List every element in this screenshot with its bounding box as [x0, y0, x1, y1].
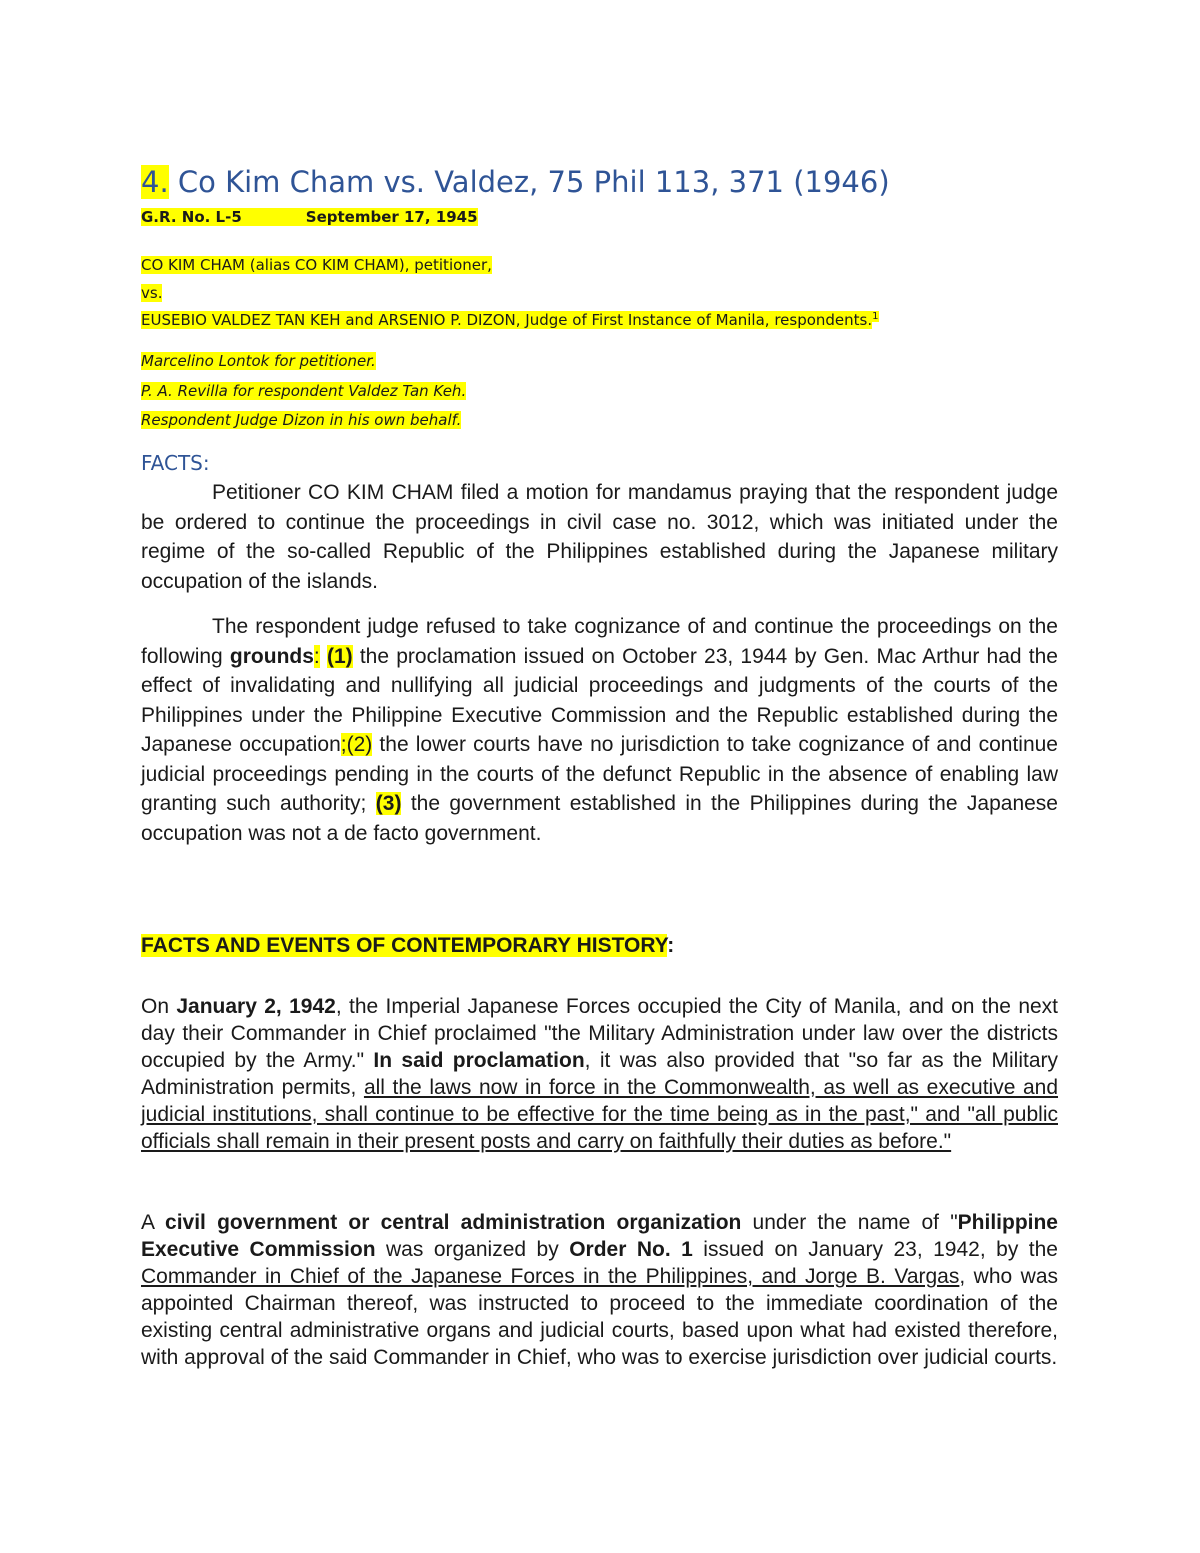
counsel-respondent-text: P. A. Revilla for respondent Valdez Tan Keh. [141, 382, 467, 400]
versus-line [141, 284, 162, 302]
history-heading-text: FACTS AND EVENTS OF CONTEMPORARY HISTORY [141, 934, 668, 957]
petitioner-line [141, 256, 492, 274]
h1-underlined-quote: all the laws now in force in the Commonwealth, as well as executive and judicial institutions, shall continue to be effective for the time being as in the past," and "all public officials shall remain in their present posts and carry on faithfully their duties as before." [141, 1076, 1059, 1153]
facts-heading: FACTS: [141, 451, 210, 475]
h2-pec: Philippine Executive Commission [141, 1211, 1058, 1261]
ground-1-text: the proclamation issued on October 23, 1944 by Gen. Mac Arthur had the effect of invalidating and nullifying all judicial proceedings and judgments of the courts of the Philippines under the Philippine Executive Commission and the Republic established during the Japanese occupation [141, 644, 1058, 756]
ground-2-marker: ;(2) [340, 733, 373, 756]
case-title-text: Co Kim Cham vs. Valdez, 75 Phil 113, 371 (1946) [168, 165, 890, 199]
gr-line [141, 208, 478, 226]
footnote-marker: 1 [872, 311, 879, 322]
gr-number: G.R. No. L-5 [141, 208, 242, 226]
h2-underlined-commander: Commander in Chief of the Japanese Forces in the Philippines, and Jorge B. Vargas [141, 1265, 960, 1288]
case-number: 4. [141, 165, 169, 199]
grounds-intro: The respondent judge refused to take cognizance of and continue the proceedings on the following [141, 615, 1058, 668]
ground-1-marker: (1) [326, 644, 353, 668]
counsel-petitioner [141, 352, 376, 370]
facts-paragraph-1: Petitioner CO KIM CHAM filed a motion for mandamus praying that the respondent judge be ordered to continue the proceedings in civil case no. 3012, which was initiated under the regime of the so-called Republic of the Philippines established during the Japanese military occupation of the islands. [141, 481, 1058, 593]
grounds-word: grounds [229, 644, 314, 668]
h1-said-proclamation: In said proclamation [373, 1049, 585, 1072]
history-heading-colon: : [667, 934, 675, 957]
h2-civil-government: civil government or central administration organization [165, 1211, 742, 1234]
versus-text: vs. [141, 284, 163, 302]
counsel-respondent [141, 382, 466, 400]
ground-3-marker: (3) [375, 792, 402, 815]
history-paragraph-2 [141, 1209, 1058, 1371]
history-heading [141, 934, 674, 958]
h2-text-2: was organized by [375, 1238, 570, 1261]
history-paragraph-1 [141, 993, 1058, 1155]
counsel-judge [141, 411, 461, 429]
facts-paragraph-2 [141, 612, 1058, 848]
h2-intro: A [141, 1211, 166, 1234]
ground-3-text: the government established in the Philippines during the Japanese occupation was not a de facto government. [141, 792, 1058, 845]
h1-intro: On [141, 995, 177, 1018]
h1-date: January 2, 1942 [176, 995, 336, 1018]
h1-text: , the Imperial Japanese Forces occupied the City of Manila, and on the next day their Commander in Chief proclaimed "the Military Administration under law over the districts occupied by the Army." [141, 995, 1059, 1072]
respondents-text: EUSEBIO VALDEZ TAN KEH and ARSENIO P. DIZON, Judge of First Instance of Manila, respondents. [141, 311, 873, 329]
counsel-petitioner-text: Marcelino Lontok for petitioner. [141, 352, 376, 370]
petitioner-text: CO KIM CHAM (alias CO KIM CHAM), petitioner, [141, 256, 492, 274]
h2-text-4: , who was appointed Chairman thereof, was instructed to proceed to the immediate coordination of the existing central administrative organs and judicial courts, based upon what had existed therefore, with approval of the said Commander in Chief, who was to exercise jurisdiction over judicial courts. [141, 1265, 1059, 1369]
gr-spacer [242, 208, 306, 226]
counsel-judge-text: Respondent Judge Dizon in his own behalf. [141, 411, 462, 429]
respondents-line [141, 311, 879, 329]
case-title [141, 165, 890, 199]
h2-text-3: issued on January 23, 1942, by the [692, 1238, 1058, 1261]
grounds-colon: : [313, 644, 320, 668]
ground-2-text: the lower courts have no jurisdiction to take cognizance of and continue judicial proceedings pending in the courts of the defunct Republic in the absence of enabling law granting such authority; [141, 733, 1058, 815]
h1-text-2: , it was also provided that "so far as the Military Administration permits, [141, 1049, 1058, 1099]
decision-date: September 17, 1945 [305, 208, 478, 226]
h2-order: Order No. 1 [569, 1238, 693, 1261]
h2-text: under the name of " [741, 1211, 958, 1234]
